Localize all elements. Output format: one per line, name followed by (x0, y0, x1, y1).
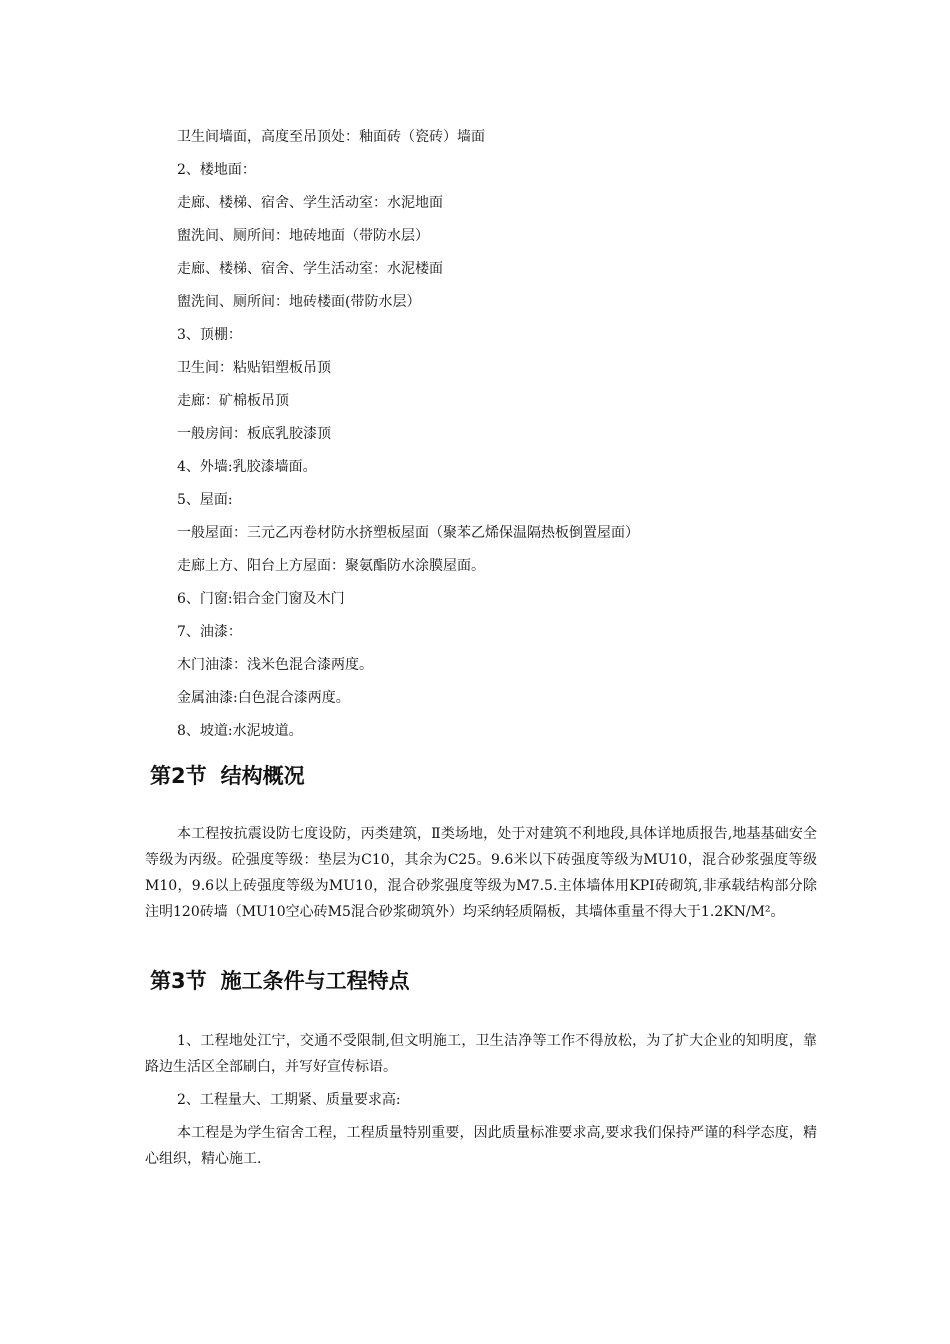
paragraph: 2、工程量大、工期紧、质量要求高: (177, 1092, 401, 1108)
text-line: 盥洗间、厕所间：地砖地面（带防水层） (177, 228, 429, 244)
section-heading (150, 967, 410, 995)
text-line: 7、油漆： (177, 624, 242, 640)
text-line: 5、屋面: (177, 492, 233, 508)
text-line: 一般房间：板底乳胶漆顶 (177, 426, 331, 442)
paragraph: 本工程是为学生宿舍工程，工程质量特别重要，因此质量标准要求高,要求我们保持严谨的科学态度，精心组织，精心施工. (145, 1125, 817, 1167)
section-heading (150, 762, 305, 790)
paragraph: 1、工程地处江宁，交通不受限制,但文明施工，卫生洁净等工作不得放松，为了扩大企业的知明度，靠路边生活区全部刷白，并写好宣传标语。 (145, 1033, 817, 1075)
section-title: 结构概况 (220, 764, 305, 788)
section-number: 第3节 (150, 969, 207, 993)
text-line: 一般屋面：三元乙丙卷材防水挤塑板屋面（聚苯乙烯保温隔热板倒置屋面） (177, 525, 639, 541)
text-line: 卫生间墙面，高度至吊顶处：釉面砖（瓷砖）墙面 (177, 129, 485, 145)
text-line: 走廊、楼梯、宿舍、学生活动室：水泥楼面 (177, 261, 443, 277)
text-line: 盥洗间、厕所间：地砖楼面(带防水层） (177, 294, 421, 310)
text-line: 8、坡道:水泥坡道。 (177, 723, 303, 739)
section-number: 第2节 (150, 764, 207, 788)
text-line: 卫生间：粘贴铝塑板吊顶 (177, 360, 331, 376)
text-line: 4、外墙:乳胶漆墙面。 (177, 459, 317, 475)
text-line: 2、楼地面： (177, 162, 256, 178)
text-line: 3、顶棚： (177, 327, 242, 343)
text-line: 金属油漆:白色混合漆两度。 (177, 690, 350, 706)
text-line: 走廊上方、阳台上方屋面：聚氨酯防水涂膜屋面。 (177, 558, 485, 574)
text-line: 6、门窗:铝合金门窗及木门 (177, 591, 345, 607)
paragraph: 本工程按抗震设防七度设防，丙类建筑，Ⅱ类场地，处于对建筑不利地段,具体详地质报告,地基基础安全等级为丙级。砼强度等级：垫层为C10，其余为C25。9.6米以下砖强度等级为MU10，混合砂浆强度等级M10，9.6以上砖强度等级为MU10，混合砂浆强度等级为M7.5.主体墙体用KPI砖砌筑,非承载结构部分除注明120砖墙（MU10空心砖M5混合砂浆砌筑外）均采纳轻质隔板，其墙体重量不得大于1.2KN/M²。 (145, 826, 817, 920)
section-title: 施工条件与工程特点 (220, 969, 410, 993)
text-line: 木门油漆：浅米色混合漆两度。 (177, 657, 373, 673)
text-line: 走廊、楼梯、宿舍、学生活动室：水泥地面 (177, 195, 443, 211)
text-line: 走廊：矿棉板吊顶 (177, 393, 289, 409)
